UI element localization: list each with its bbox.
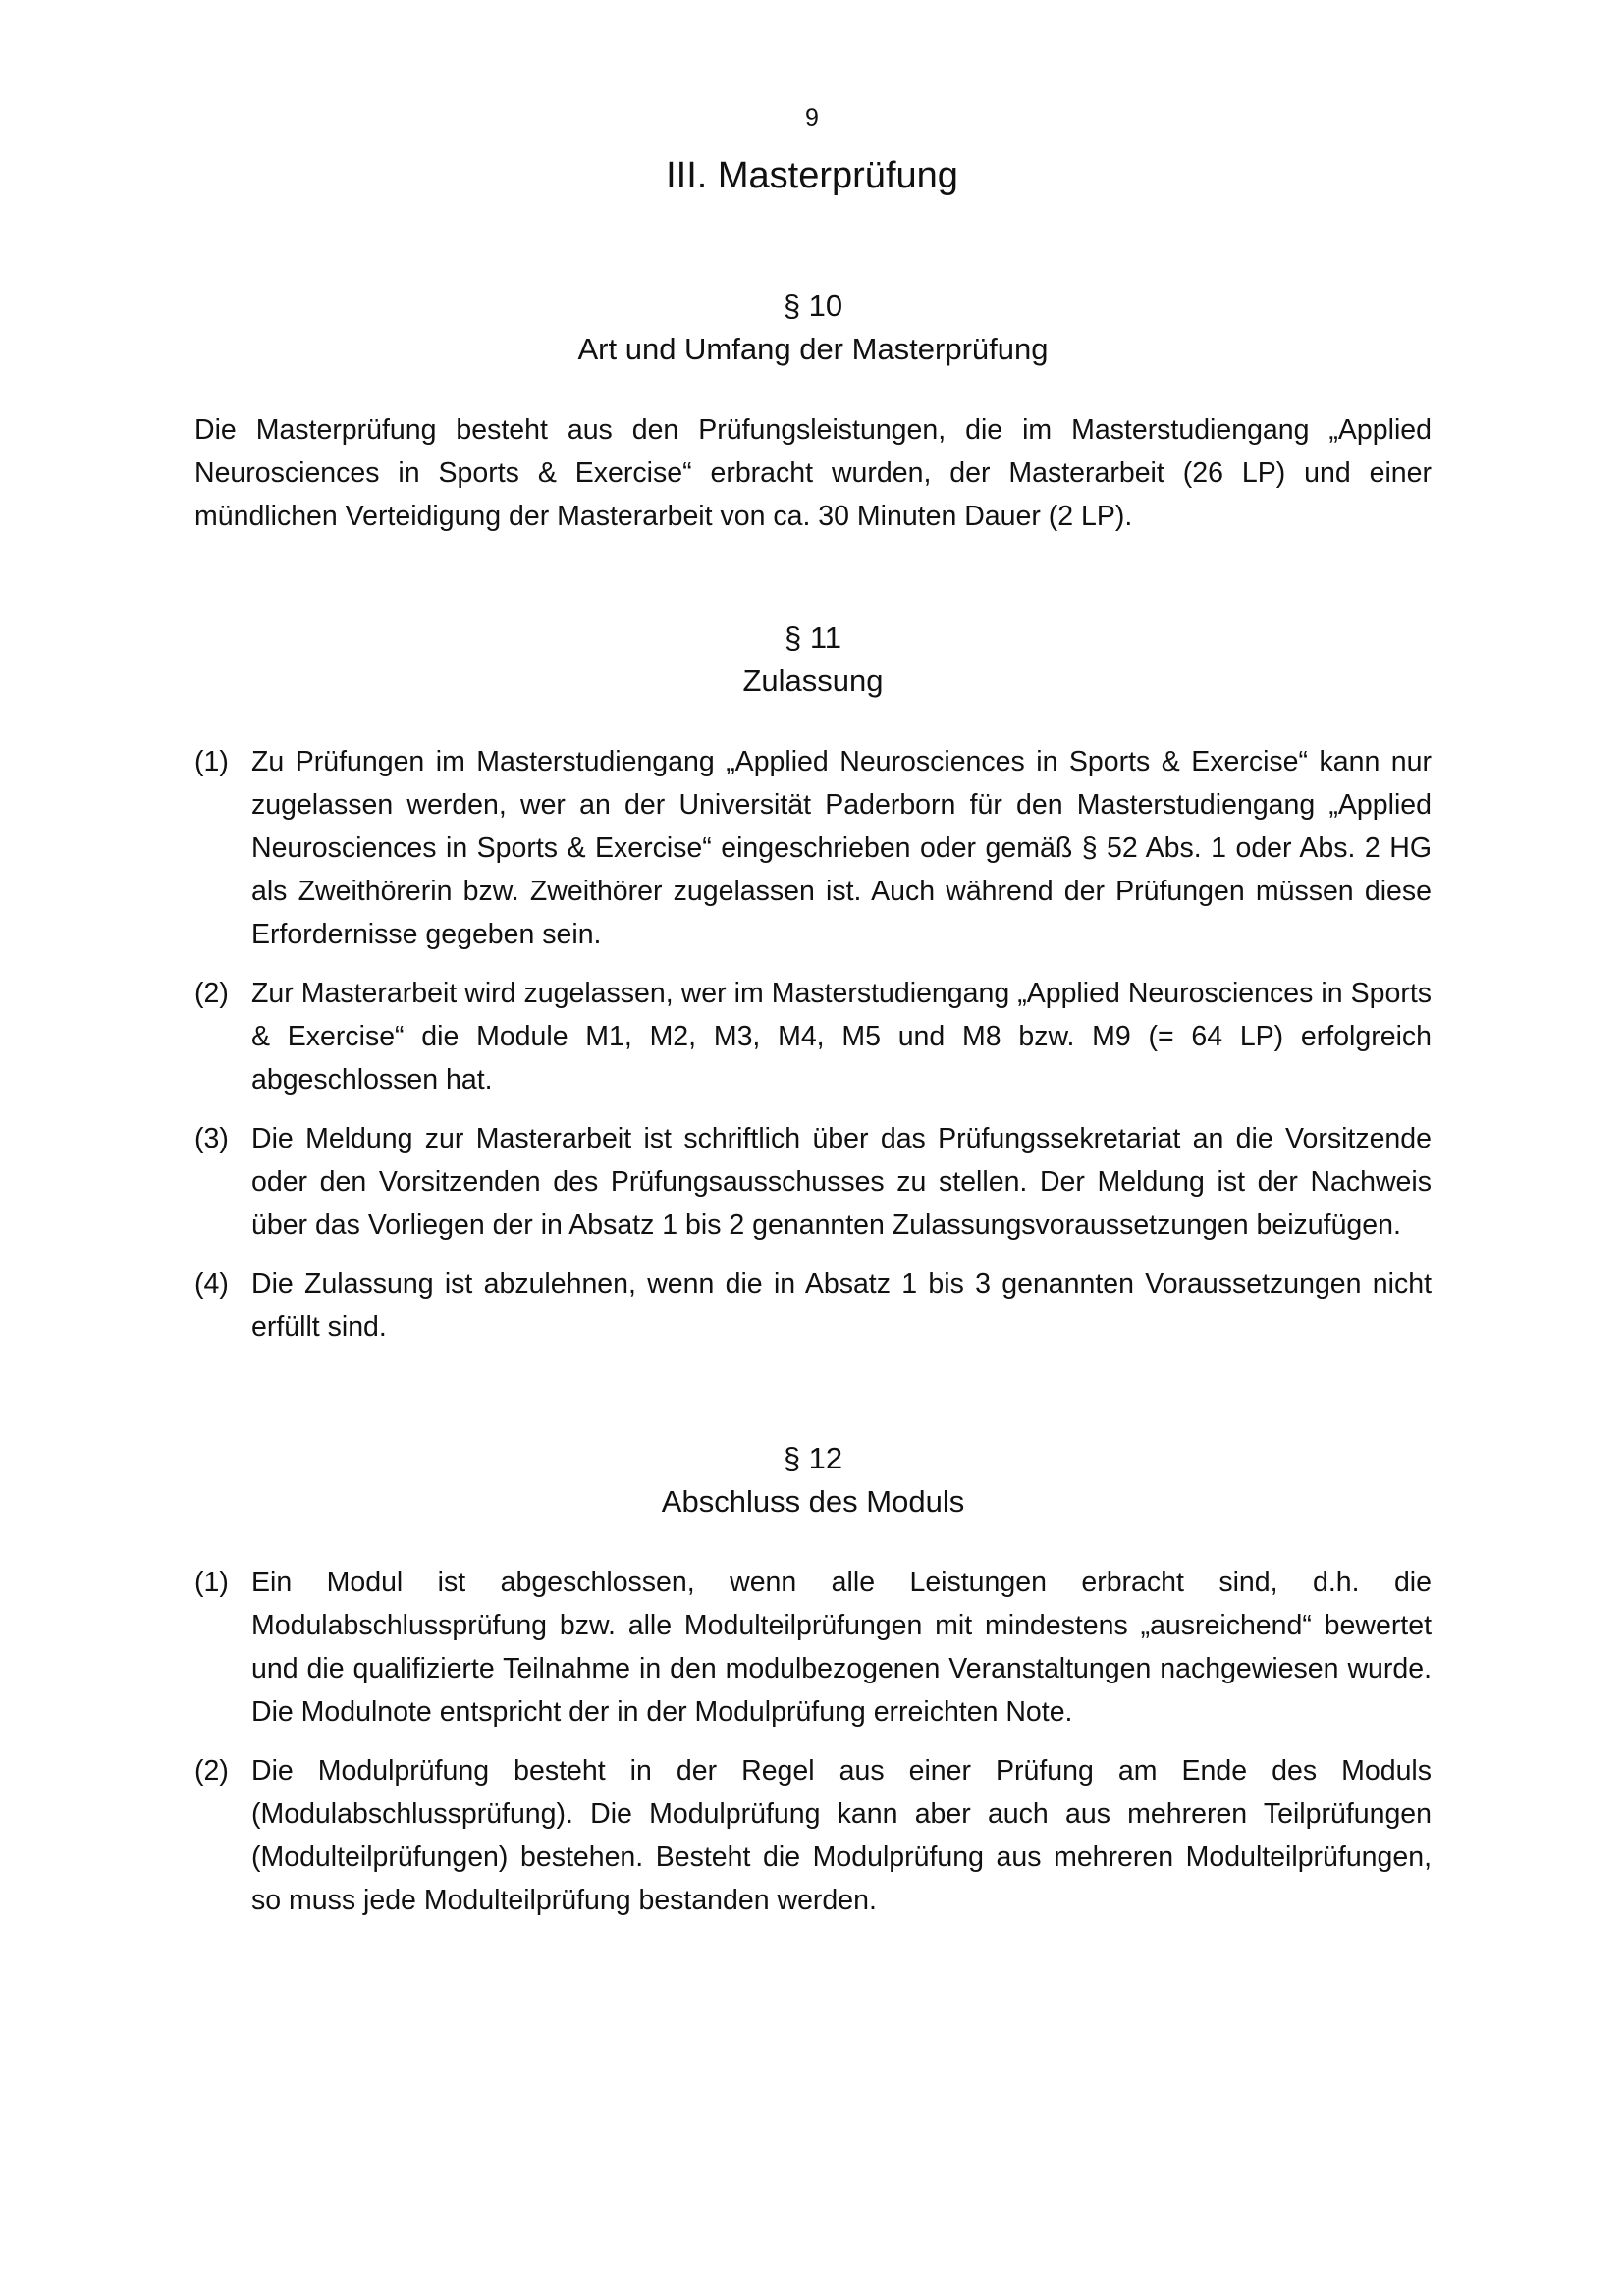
paragraph: Die Masterprüfung besteht aus den Prüfungsleistungen, die im Masterstudiengang „Applied Neurosciences in Sports & Exercise“ erbracht wurden, der Masterarbeit (26 LP) und einer mündlichen Verteidigung der Masterarbeit von ca. 30 Minuten Dauer (2 LP). (194, 414, 1432, 532)
item-number: (1) (194, 746, 229, 777)
section-body (194, 1561, 1432, 1922)
section-12 (194, 1437, 1432, 1938)
item-text: Zu Prüfungen im Masterstudiengang „Applied Neurosciences in Sports & Exercise“ kann nur zugelassen werden, wer an der Universität Paderborn für den Masterstudiengang „Applied Neurosciences in Sports & Exercise“ eingeschrieben oder gemäß § 52 Abs. 1 oder Abs. 2 HG als Zweithörerin bzw. Zweithörer zugelassen ist. Auch während der Prüfungen müssen diese Erfordernisse gegeben sein. (251, 746, 1432, 950)
item-number: (1) (194, 1567, 229, 1598)
section-10 (194, 285, 1432, 538)
section-11 (194, 616, 1432, 1364)
list-item (194, 1561, 1432, 1734)
list-item (194, 1262, 1432, 1349)
list-item (194, 972, 1432, 1101)
item-number: (2) (194, 1755, 229, 1787)
item-text: Die Meldung zur Masterarbeit ist schriftlich über das Prüfungssekretariat an die Vorsitzende oder den Vorsitzenden des Prüfungsausschusses zu stellen. Der Meldung ist der Nachweis über das Vorliegen der in Absatz 1 bis 2 genannten Zulassungsvoraussetzungen beizufügen. (251, 1123, 1432, 1241)
section-body (194, 740, 1432, 1349)
item-number: (2) (194, 978, 229, 1009)
section-title: Art und Umfang der Masterprüfung (577, 332, 1049, 366)
item-text: Die Modulprüfung besteht in der Regel aus einer Prüfung am Ende des Moduls (Modulabschlussprüfung). Die Modulprüfung kann aber auch aus mehreren Teilprüfungen (Modulteilprüfungen) bestehen. Besteht die Modulprüfung aus mehreren Modulteilprüfungen, so muss jede Modulteilprüfung bestanden werden. (251, 1755, 1432, 1916)
section-number: § 11 (784, 620, 842, 655)
section-number: § 12 (783, 1441, 843, 1475)
item-text: Ein Modul ist abgeschlossen, wenn alle Leistungen erbracht sind, d.h. die Modulabschlussprüfung bzw. alle Modulteilprüfungen mit mindestens „ausreichend“ bewertet und die qualifizierte Teilnahme in den modulbezogenen Veranstaltungen nachgewiesen wurde. Die Modulnote entspricht der in der Modulprüfung erreichten Note. (251, 1567, 1432, 1728)
item-number: (4) (194, 1268, 229, 1300)
chapter-title: III. Masterprüfung (666, 155, 958, 196)
list-item (194, 740, 1432, 956)
item-number: (3) (194, 1123, 229, 1154)
list-item (194, 1117, 1432, 1247)
item-text: Die Zulassung ist abzulehnen, wenn die in Absatz 1 bis 3 genannten Voraussetzungen nicht erfüllt sind. (251, 1268, 1432, 1343)
list-item (194, 1749, 1432, 1922)
page-number: 9 (805, 104, 819, 132)
item-text: Zur Masterarbeit wird zugelassen, wer im Masterstudiengang „Applied Neurosciences in Sports & Exercise“ die Module M1, M2, M3, M4, M5 und M8 bzw. M9 (= 64 LP) erfolgreich abgeschlossen hat. (251, 978, 1432, 1095)
section-title: Zulassung (742, 664, 884, 698)
section-title: Abschluss des Moduls (661, 1484, 965, 1519)
section-body (194, 408, 1432, 538)
section-number: § 10 (783, 289, 843, 323)
